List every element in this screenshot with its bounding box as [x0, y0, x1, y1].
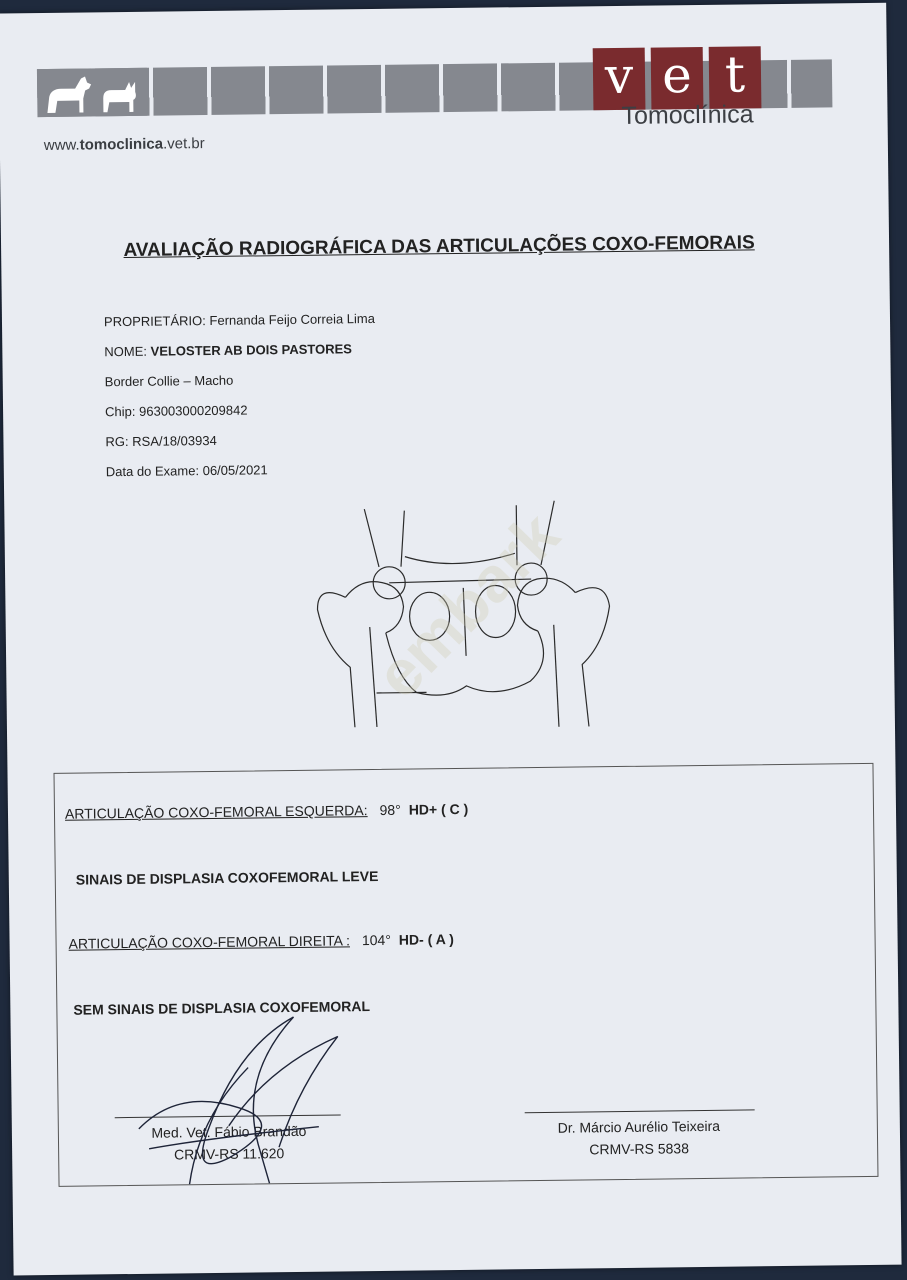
name-line [104, 341, 352, 359]
vet2-reg: CRMV-RS 5838 [589, 1140, 690, 1158]
left-hip-result [65, 801, 468, 822]
vet1-reg: CRMV-RS 11.620 [173, 1145, 285, 1163]
rg-label: RG: [105, 433, 129, 450]
chip-value: 963003000209842 [138, 402, 248, 419]
right-hip-result [68, 931, 453, 952]
owner-line [104, 311, 375, 329]
logo-letter-e: e [651, 47, 704, 110]
left-hip-finding: SINAIS DE DISPLASIA COXOFEMORAL LEVE [75, 867, 379, 888]
rg-line [105, 433, 217, 449]
logo-letter-t: t [709, 46, 762, 109]
logo-subtitle: Tomoclínica [621, 100, 754, 130]
exam-date-line [106, 462, 268, 479]
name-value: VELOSTER AB DOIS PASTORES [150, 341, 352, 359]
dog-icon [37, 68, 148, 117]
name-label: NOME: [104, 343, 148, 360]
right-hip-label: ARTICULAÇÃO COXO-FEMORAL DIREITA : [68, 932, 351, 952]
signature-scribble [117, 1006, 359, 1185]
left-hip-label: ARTICULAÇÃO COXO-FEMORAL ESQUERDA: [64, 802, 368, 822]
owner-value: Fernanda Feijo Correia Lima [209, 310, 376, 328]
vet1-name: Med. Vet. Fábio Brandão [151, 1122, 307, 1141]
right-hip-grade: HD- ( A ) [398, 931, 454, 948]
right-hip-finding: SEM SINAIS DE DISPLASIA COXOFEMORAL [73, 998, 371, 1018]
exam-date-label: Data do Exame: [105, 463, 200, 480]
rg-value: RSA/18/03934 [132, 432, 217, 449]
watermark: embark [362, 498, 573, 712]
logo-letter-v: v [593, 48, 646, 111]
left-hip-angle: 98° [379, 801, 401, 818]
owner-label: PROPRIETÁRIO: [103, 313, 206, 330]
website-prefix: www. [43, 136, 80, 154]
breed-sex-line: Border Collie – Macho [104, 372, 234, 390]
results-box [53, 763, 878, 1187]
exam-date-value: 06/05/2021 [202, 462, 268, 479]
right-hip-angle: 104° [361, 931, 391, 949]
report-sheet [0, 3, 902, 1276]
cat-icon [103, 82, 136, 112]
report-title: AVALIAÇÃO RADIOGRÁFICA DAS ARTICULAÇÕES COXO-FEMORAIS [123, 232, 755, 262]
website-link [44, 135, 205, 154]
chip-line [105, 403, 248, 420]
signature-line-2 [525, 1109, 755, 1113]
left-hip-grade: HD+ ( C ) [408, 800, 469, 818]
vet2-name: Dr. Márcio Aurélio Teixeira [557, 1117, 721, 1136]
chip-label: Chip: [104, 403, 136, 420]
website-suffix: .vet.br [162, 135, 205, 153]
website-brand: tomoclinica [79, 135, 164, 154]
pet-logo [37, 68, 148, 117]
